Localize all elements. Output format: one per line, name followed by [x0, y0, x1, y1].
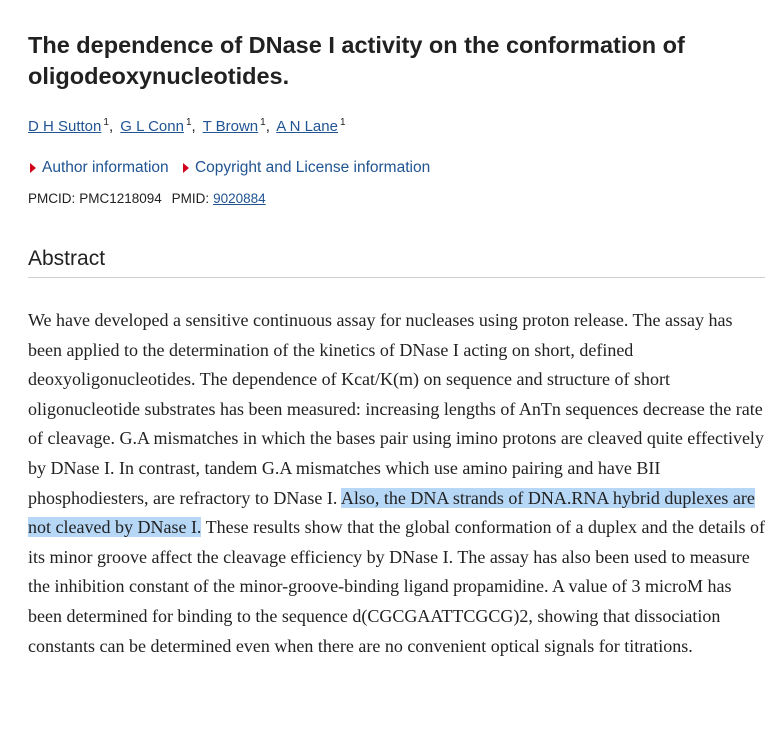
- abstract-heading: Abstract: [28, 247, 106, 270]
- copyright-license-label: Copyright and License information: [194, 159, 431, 176]
- highlighted-selection: Also, the DNA strands of DNA.RNA hybrid duplexes are not cleaved by DNase I.: [28, 487, 755, 538]
- author-affiliation: 1: [339, 117, 346, 128]
- pmid-link[interactable]: 9020884: [213, 191, 266, 206]
- author-separator: ,: [191, 118, 196, 135]
- author-information-label: Author information: [42, 159, 169, 176]
- author-link-lane[interactable]: A N Lane: [276, 118, 338, 135]
- author-link-brown[interactable]: T Brown: [202, 118, 259, 135]
- abstract-text-part: These results show that the global conformation of a duplex and the details of its minor groove affect the cleavage efficiency by DNase I. The assay has also been used to measure the inhibition constant of the minor-groove-binding ligand propamidine. A value of 3 microM has been determined for binding to the sequence d(CGCGAATTCGCG)2, showing that dissociation constants can be determined even when there are no convenient optical signals for titrations.: [28, 517, 765, 656]
- triangle-right-icon: [183, 163, 189, 173]
- triangle-right-icon: [30, 163, 36, 173]
- author-affiliation: 1: [185, 117, 192, 128]
- article-identifiers: [28, 188, 266, 210]
- info-toggles: [28, 157, 438, 180]
- copyright-license-toggle[interactable]: [181, 157, 430, 179]
- article-title: The dependence of DNase I activity on the conformation of oligodeoxynucleotides.: [28, 32, 685, 89]
- abstract-body: [28, 306, 768, 661]
- author-affiliation: 1: [103, 117, 109, 128]
- author-list: [28, 112, 346, 138]
- abstract-text-part: We have developed a sensitive continuous assay for nucleases using proton release. The assay has been applied to the determination of the kinetics of DNase I acting on short, defined deoxyoligonucleotides. The dependence of Kcat/K(m) on sequence and structure of short oligonucleotide substrates has been measured: increasing lengths of AnTn sequences decrease the rate of cleavage. G.A mismatches in which the bases pair using imino protons are cleaved quite effectively by DNase I. In contrast, tandem G.A mismatches which use amino pairing and have BII phosphodiesters, are refractory to DNase I.: [28, 310, 764, 508]
- author-separator: ,: [108, 118, 114, 135]
- author-separator: ,: [265, 118, 270, 135]
- author-affiliation: 1: [260, 117, 266, 128]
- author-information-toggle[interactable]: [28, 157, 169, 179]
- pmcid-label: PMCID:: [28, 191, 76, 206]
- abstract-divider: [28, 277, 765, 278]
- author-link-sutton[interactable]: D H Sutton: [28, 118, 102, 135]
- pmid-label: PMID:: [171, 191, 210, 206]
- pmcid-value: PMC1218094: [79, 191, 162, 206]
- author-link-conn[interactable]: G L Conn: [120, 118, 184, 135]
